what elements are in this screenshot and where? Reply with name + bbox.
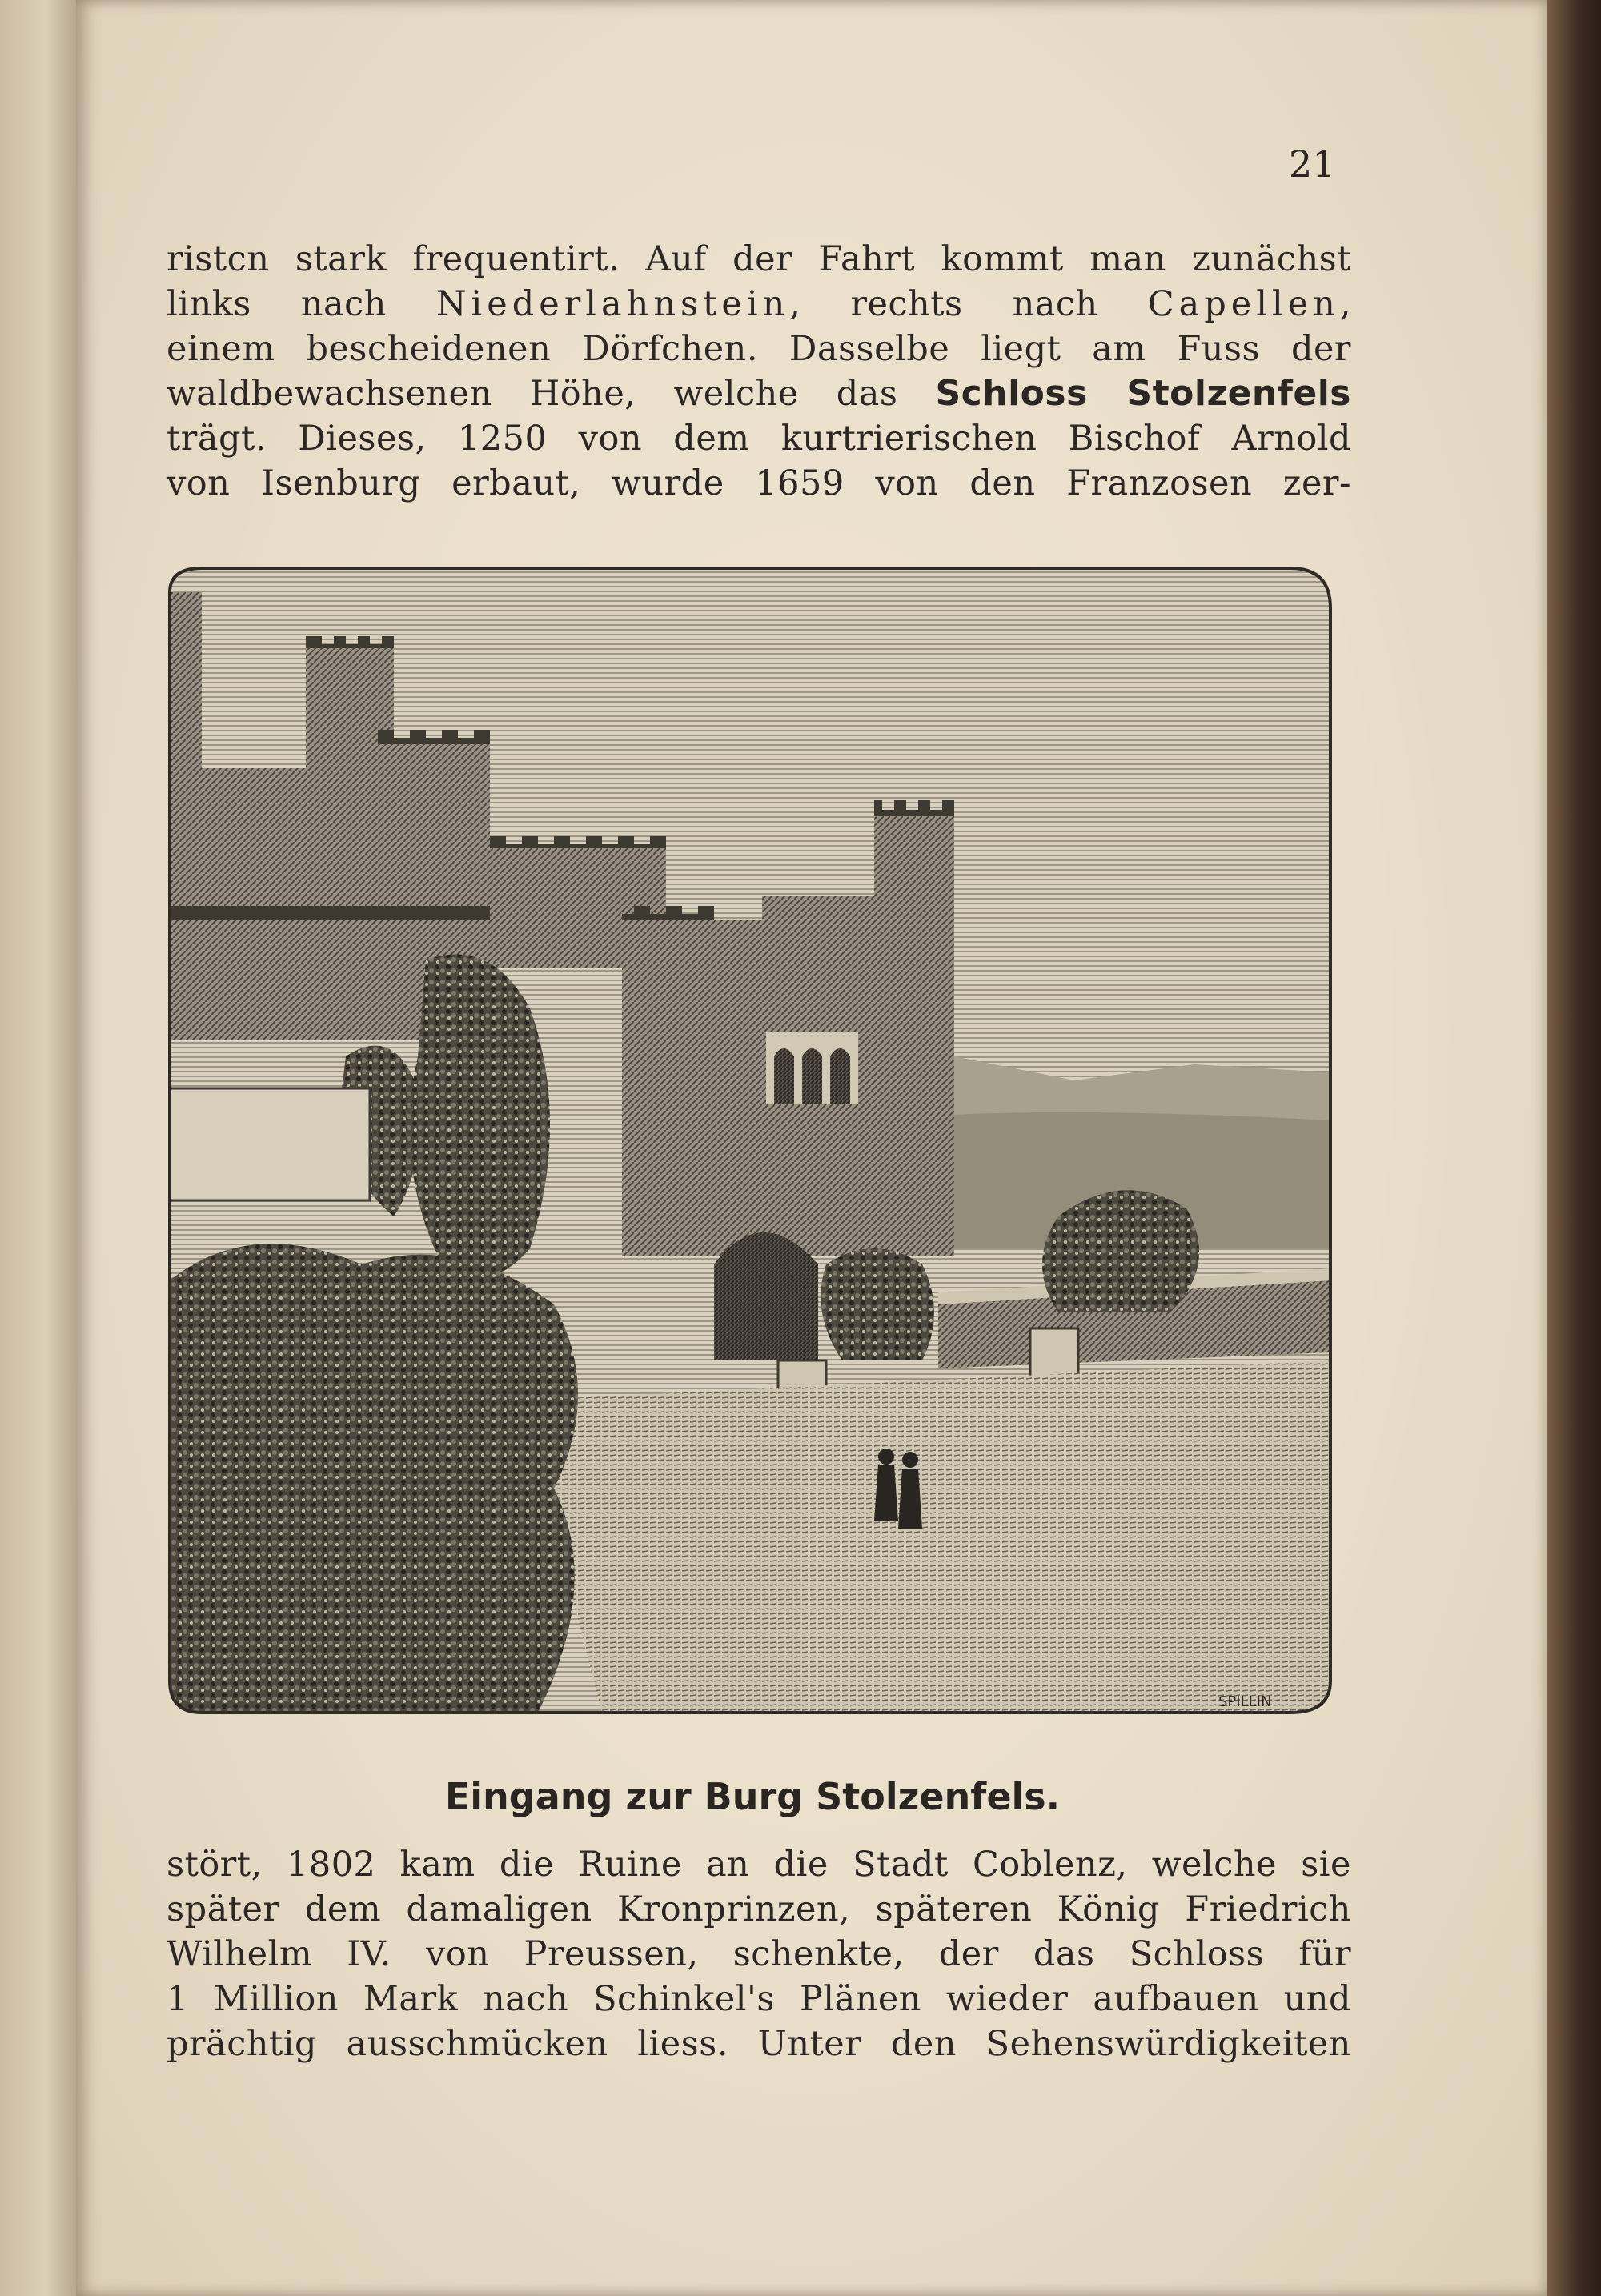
castle-engraving — [154, 560, 1346, 1745]
text-line — [167, 371, 1351, 416]
text-line: trägt. Dieses, 1250 von dem kurtrierischen Bischof Arnold — [167, 419, 1351, 459]
paragraph-bottom — [167, 1842, 1351, 2066]
text-line: später dem damaligen Kronprinzen, späteren König Friedrich — [167, 1889, 1351, 1929]
white-house — [170, 1088, 370, 1200]
text-line: prächtig ausschmücken liess. Unter den Sehenswürdigkeiten — [167, 2024, 1351, 2064]
text-line: stört, 1802 kam die Ruine an die Stadt Coblenz, welche sie — [167, 1845, 1351, 1885]
place-name-capellen: Capellen — [1147, 284, 1340, 324]
text-line: Wilhelm IV. von Preussen, schenkte, der das Schloss für — [167, 1934, 1351, 1974]
engraver-signature: SPILLIN — [1218, 1693, 1272, 1710]
text-line — [167, 282, 1351, 327]
paragraph-top — [167, 237, 1351, 506]
place-name-niederlahnstein: Niederlahnstein — [435, 284, 790, 324]
previous-page-edge — [0, 0, 76, 2296]
gate-arch — [714, 1232, 818, 1360]
text-line: einem bescheidenen Dörfchen. Dasselbe liegt am Fuss der — [167, 329, 1351, 369]
text-segment: , rechts nach — [789, 284, 1148, 324]
book-cover-edge — [1547, 0, 1601, 2296]
illustration-caption: Eingang zur Burg Stolzenfels. — [444, 1775, 1061, 1818]
text-segment: links nach — [167, 284, 436, 324]
text-line: ristcn stark frequentirt. Auf der Fahrt kommt man zunächst — [167, 239, 1351, 279]
bold-term-schloss-stolzenfels: Schloss Stolzenfels — [935, 373, 1351, 414]
road — [522, 1360, 1330, 1713]
bush-center — [821, 1248, 934, 1360]
text-line: 1 Million Mark nach Schinkel's Plänen wieder aufbauen und — [167, 1979, 1351, 2019]
text-segment: , — [1339, 284, 1352, 324]
page-number: 21 — [1289, 142, 1336, 186]
text-line: von Isenburg erbaut, wurde 1659 von den Franzosen zer- — [167, 463, 1351, 503]
text-segment: waldbewachsenen Höhe, welche das — [167, 374, 936, 414]
